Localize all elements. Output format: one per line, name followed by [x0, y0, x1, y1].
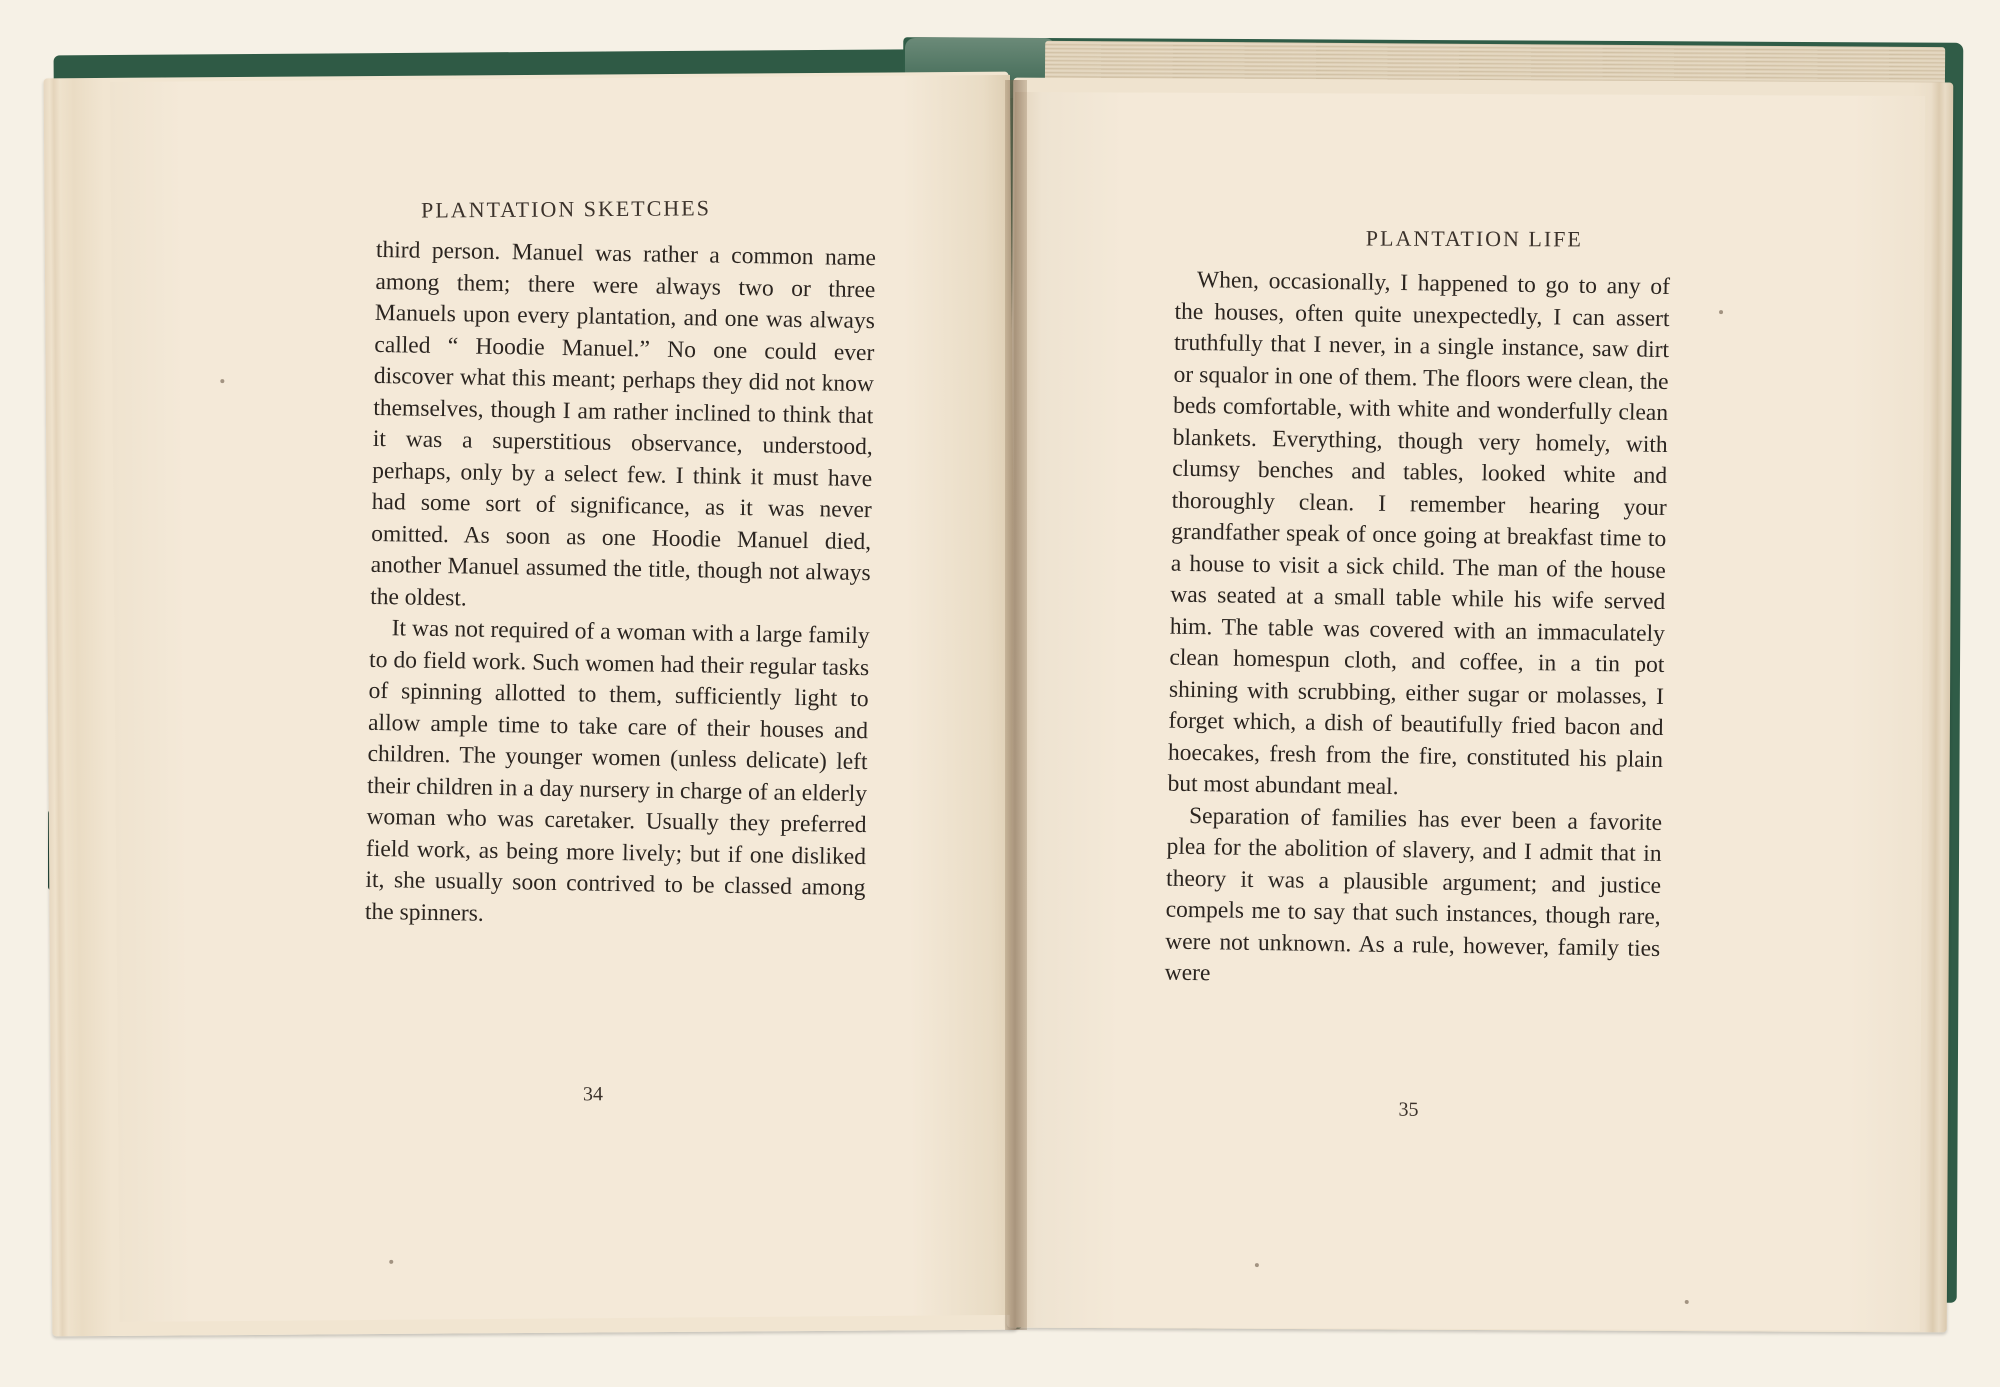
right-text-block [1165, 265, 1671, 997]
left-page-number: 34 [582, 1083, 604, 1106]
left-page [110, 75, 1020, 1322]
right-running-head: PLANTATION LIFE [1365, 225, 1583, 252]
left-text-block [365, 235, 876, 936]
paper-speck [1719, 310, 1723, 314]
right-page [1010, 92, 1925, 1331]
paper-speck [1685, 1300, 1689, 1304]
right-page-number: 35 [1398, 1098, 1419, 1121]
left-running-head: PLANTATION SKETCHES [420, 195, 712, 223]
paper-speck [389, 1260, 393, 1264]
paper-speck [1255, 1263, 1259, 1267]
right-paragraph-1: When, occasionally, I happened to go to any of the houses, often quite unexpectedly, I can assert truthfully that I never, in a single instance, saw dirt or squalor in one of them. The floors were clean, the beds comfortable, with white and wonderfully clean blankets. Everything, though very homely, with clumsy benches and tables, looked white and thoroughly clean. I remember hearing your grandfather speak of once going at breakfast time to a house to visit a sick child. The man of the house was seated at a small table while his wife served him. The table was covered with an immaculately clean homespun cloth, and coffee, in a tin pot shining with scrubbing, either sugar or molasses, I forget which, a dish of beautifully fried bacon and hoecakes, fresh from the fire, constituted his plain but most abundant meal. [1167, 267, 1671, 801]
book-gutter [1005, 80, 1027, 1330]
right-paragraph-2: Separation of families has ever been a favorite plea for the abolition of slavery, and I admit that in theory it was a plausible argument; and justice compels me to say that such instances, though rare, were not unknown. As a rule, however, family ties were [1164, 802, 1663, 987]
paper-speck [220, 379, 224, 383]
left-paragraph-2: It was not required of a woman with a large family to do field work. Such women had their regular tasks of spinning allotted to them, sufficiently light to allow ample time to take care of their houses and children. The younger women (unless delicate) left their children in a day nursery in charge of an elderly woman who was caretaker. Usually they preferred field work, as being more lively; but if one disliked it, she usually soon contrived to be classed among the spinners. [364, 615, 870, 927]
left-paragraph-1: third person. Manuel was rather a common name among them; there were always two or three Manuels upon every plantation, and one was always called “ Hoodie Manuel.” No one could ever discover what this meant; perhaps they did not know themselves, though I am rather inclined to think that it was a superstitious observance, understood, perhaps, only by a select few. I think it must have had some sort of significance, as it was never omitted. As soon as one Hoodie Manuel died, another Manuel assumed the title, though not always the oldest. [370, 236, 877, 611]
